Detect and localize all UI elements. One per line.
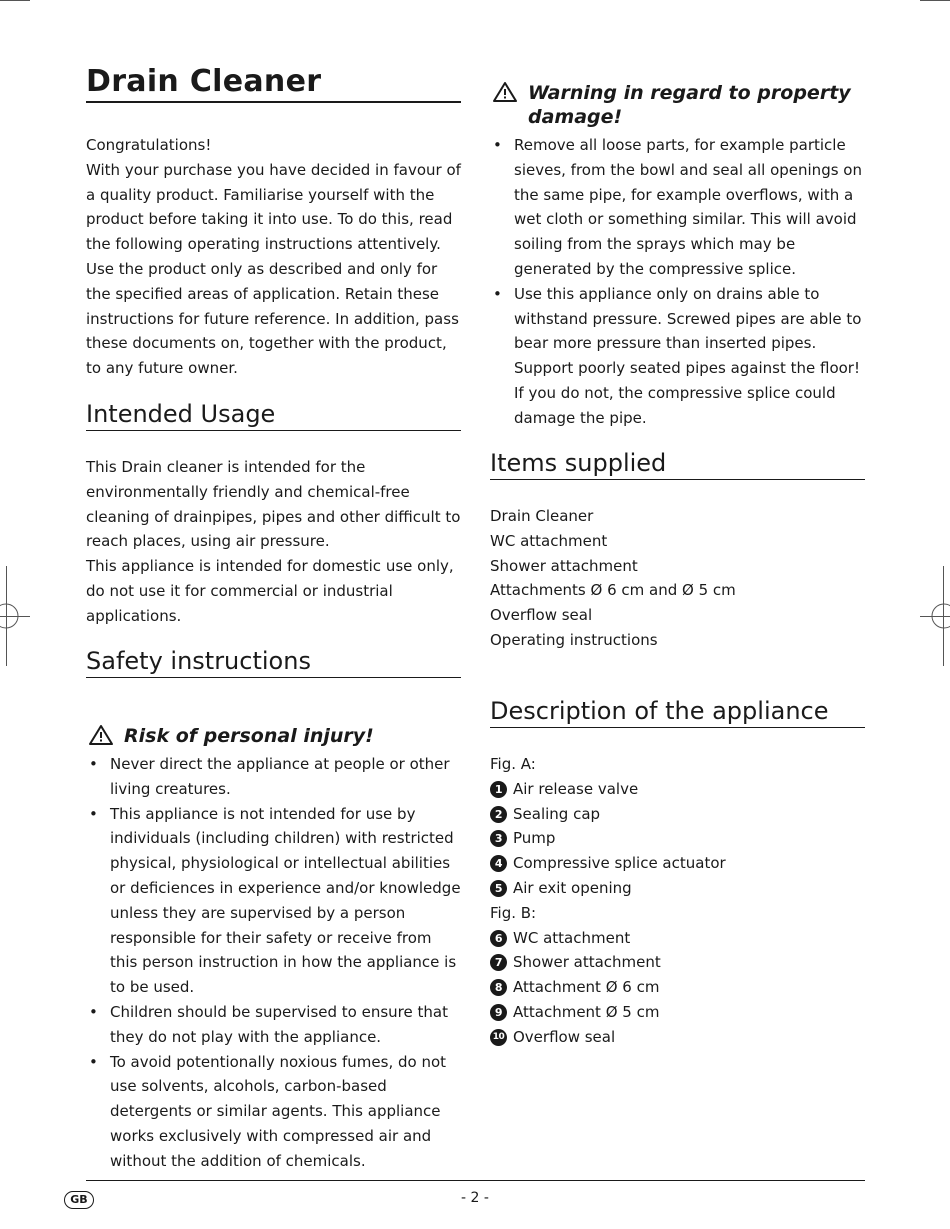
figure-label: Fig. B: bbox=[490, 903, 537, 922]
warning-personal-injury bbox=[86, 724, 461, 748]
list-item: • This appliance is not intended for use by individuals (including children) with restricted physical, physiological or intellectual abilities or deficiences in experience and/or knowledge unless they are supervised by a person responsible for their safety or receive from this person instruction in how the appliance is to be used. bbox=[86, 802, 461, 1000]
part-label: Air exit opening bbox=[513, 878, 632, 897]
figure-label: Fig. A: bbox=[490, 755, 536, 773]
crop-mark bbox=[920, 0, 950, 1]
crop-mark bbox=[0, 0, 30, 1]
warning-triangle-icon bbox=[88, 724, 114, 746]
list-item: • Remove all loose parts, for example particle sieves, from the bowl and seal all openings on the same pipe, for example overflows, with a wet cloth or something similar. This will avoid soiling from the sprays which may be generated by the compressive splice. bbox=[490, 133, 865, 282]
list-item: Drain Cleaner bbox=[490, 507, 594, 525]
page-number: - 2 - bbox=[461, 1190, 489, 1206]
list-item: Attachments Ø 6 cm and Ø 5 cm bbox=[490, 581, 736, 600]
warning-title: Warning in regard to property damage! bbox=[528, 82, 851, 128]
list-item: • Never direct the appliance at people or other living creatures. bbox=[86, 752, 461, 802]
section-heading-safety: Safety instructions bbox=[86, 646, 461, 678]
section-heading-description: Description of the appliance bbox=[490, 696, 865, 728]
language-badge: GB bbox=[64, 1191, 94, 1209]
items-supplied-list bbox=[490, 504, 865, 653]
number-badge: 2 bbox=[490, 806, 507, 823]
number-badge: 3 bbox=[490, 830, 507, 847]
list-item bbox=[490, 1000, 865, 1025]
safety-bullet-list bbox=[86, 752, 461, 1174]
warning-property-damage bbox=[490, 81, 865, 129]
part-label: Pump bbox=[513, 829, 556, 848]
warning-title: Risk of personal injury! bbox=[124, 725, 374, 747]
list-item: • Use this appliance only on drains able to withstand pressure. Screwed pipes are able to bear more pressure than inserted pipes. Support poorly seated pipes against the floor! If you do not, the compressive splice could damage the pipe. bbox=[490, 282, 865, 431]
number-badge: 10 bbox=[490, 1029, 507, 1046]
list-item: • To avoid potentionally noxious fumes, do not use solvents, alcohols, carbon-based detergents or similar agents. This appliance works exclusively with compressed air and without the addition of chemicals. bbox=[86, 1050, 461, 1174]
part-label: WC attachment bbox=[513, 928, 631, 947]
list-item: Shower attachment bbox=[490, 556, 638, 575]
number-badge: 8 bbox=[490, 979, 507, 996]
number-badge: 6 bbox=[490, 930, 507, 947]
part-label: Compressive splice actuator bbox=[513, 854, 726, 873]
registration-mark-icon bbox=[0, 602, 30, 632]
appliance-parts-list bbox=[490, 752, 865, 1050]
number-badge: 4 bbox=[490, 855, 507, 872]
list-item: Overflow seal bbox=[490, 606, 593, 625]
intro-text bbox=[86, 133, 461, 381]
list-item bbox=[490, 926, 865, 951]
intended-usage-paragraph: This appliance is intended for domestic use only, do not use it for commercial or industrial applications. bbox=[86, 557, 454, 625]
page-title: Drain Cleaner bbox=[86, 65, 461, 103]
list-item: WC attachment bbox=[490, 531, 608, 550]
part-label: Sealing cap bbox=[513, 804, 601, 823]
intended-usage-paragraph: This Drain cleaner is intended for the environmentally friendly and chemical-free cleaning of drainpipes, pipes and other difficult to reach places, using air pressure. bbox=[86, 458, 461, 551]
footer-divider bbox=[86, 1180, 865, 1181]
list-item bbox=[490, 826, 865, 851]
list-item: Operating instructions bbox=[490, 630, 658, 649]
section-heading-items-supplied: Items supplied bbox=[490, 448, 865, 480]
number-badge: 7 bbox=[490, 954, 507, 971]
section-heading-intended-usage: Intended Usage bbox=[86, 399, 461, 431]
warning-triangle-icon bbox=[492, 81, 518, 103]
list-item bbox=[490, 1025, 865, 1050]
list-item bbox=[490, 950, 865, 975]
list-item bbox=[490, 802, 865, 827]
part-label: Air release valve bbox=[513, 779, 639, 798]
part-label: Shower attachment bbox=[513, 953, 661, 972]
list-item bbox=[490, 777, 865, 802]
list-item bbox=[490, 851, 865, 876]
intro-greeting: Congratulations! bbox=[86, 136, 212, 154]
intended-usage-text bbox=[86, 455, 461, 629]
number-badge: 9 bbox=[490, 1004, 507, 1021]
part-label: Attachment Ø 6 cm bbox=[513, 978, 660, 997]
list-item bbox=[490, 876, 865, 901]
registration-mark-icon bbox=[920, 602, 950, 632]
property-bullet-list bbox=[490, 133, 865, 431]
intro-body: With your purchase you have decided in favour of a quality product. Familiarise yourself with the product before taking it into use. To do this, read the following operating instructions attentively. Use the product only as described and only for the specified areas of application. Retain these instructions for future reference. In addition, pass these documents on, together with the product, to any future owner. bbox=[86, 160, 461, 378]
part-label: Overflow seal bbox=[513, 1027, 616, 1046]
number-badge: 5 bbox=[490, 880, 507, 897]
number-badge: 1 bbox=[490, 781, 507, 798]
part-label: Attachment Ø 5 cm bbox=[513, 1002, 660, 1021]
list-item: • Children should be supervised to ensure that they do not play with the appliance. bbox=[86, 1000, 461, 1050]
list-item bbox=[490, 975, 865, 1000]
